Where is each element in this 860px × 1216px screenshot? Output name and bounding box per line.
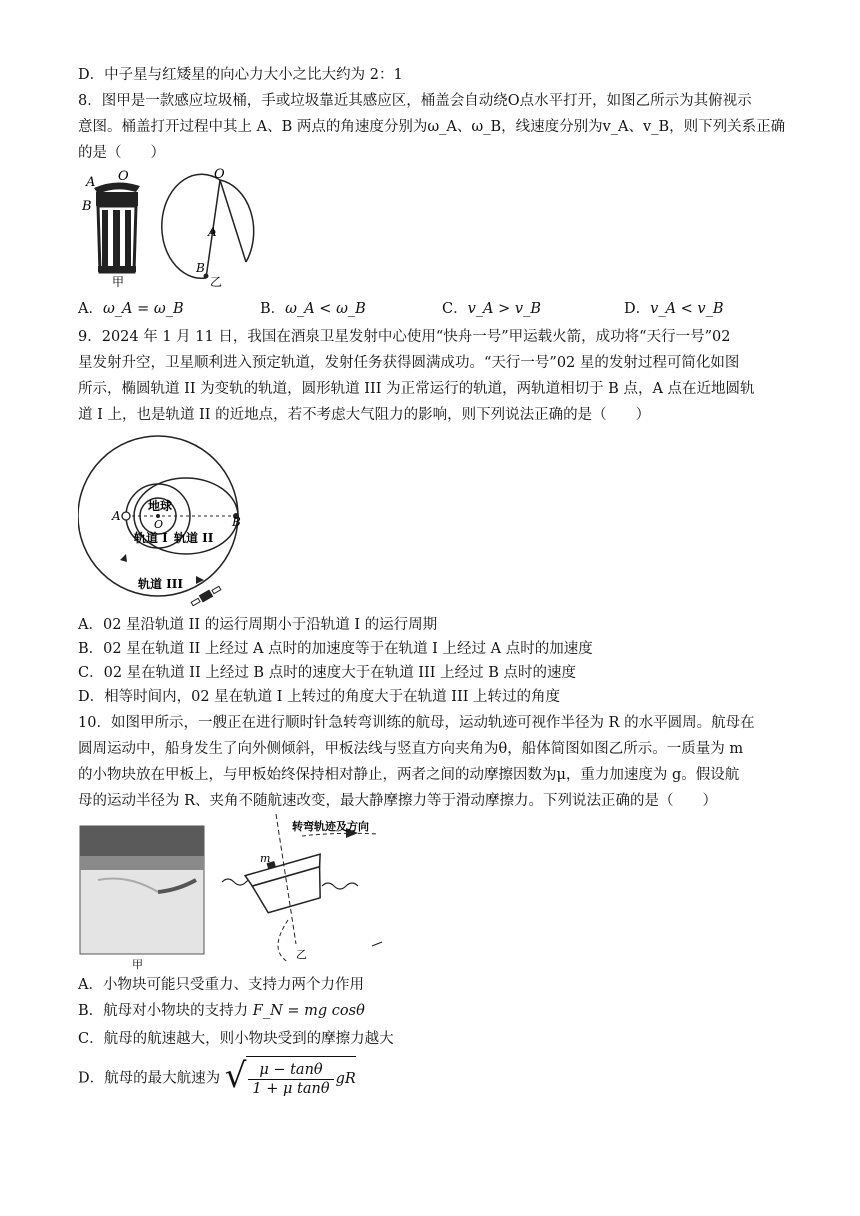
trash-can-drawing	[94, 182, 140, 272]
q9-option-a: A．02 星沿轨道 II 的运行周期小于沿轨道 I 的运行周期	[78, 617, 438, 633]
carrier-photo	[80, 826, 204, 954]
q9-orbit-figure	[78, 428, 258, 608]
fig-label-a2: A	[208, 225, 217, 239]
fig-label-b: B	[82, 199, 92, 214]
q10-option-b: B．航母对小物块的支持力 F_N = mg cosθ	[78, 1003, 365, 1019]
max-speed-formula: √ $\frac{\mu - \tan\theta}{\text{1 + μ tanθ}}$ gR	[225, 1056, 356, 1101]
q10-stem-line1: 10．如图甲所示，一艘正在进行顺时针急转弯训练的航母，运动轨迹可视作半径为 R 的水平圆周。航母在	[78, 715, 755, 731]
q7-option-d: D．中子星与红矮星的向心力大小之比大约为 2：1	[78, 67, 403, 83]
q9-option-d: D．相等时间内，02 星在轨道 I 上转过的角度大于在轨道 III 上转过的角度	[78, 689, 561, 705]
q9-option-b: B．02 星在轨道 II 上经过 A 点时的加速度等于在轨道 I 上经过 A 点时的加速度	[78, 641, 593, 657]
orbit-2-label: 轨道 II	[174, 531, 214, 545]
q8-stem-line2: 意图。桶盖打开过程中其上 A、B 两点的角速度分别为ω_A、ω_B，线速度分别为v_A、v_B，则下列关系正确	[78, 119, 786, 135]
q8-stem-line1: 8．图甲是一款感应垃圾桶，手或垃圾靠近其感应区，桶盖会自动绕O点水平打开，如图乙所示为其俯视示	[78, 93, 752, 109]
hull-sketch	[222, 814, 382, 962]
earth-label: 地球	[148, 499, 173, 513]
q9-stem-line3: 所示，椭圆轨道 II 为变轨的轨道，圆形轨道 III 为正常运行的轨道，两轨道相切于 B 点，A 点在近地圆轨	[78, 381, 755, 397]
satellite-icon	[190, 585, 222, 608]
q10-stem-line2: 圆周运动中，船身发生了向外侧倾斜，甲板法线与竖直方向夹角为θ，船体简图如图乙所示。一质量为 m	[78, 741, 744, 757]
q8-options	[78, 298, 778, 320]
q8-option-a: A．ω_A = ω_B	[78, 301, 184, 317]
q10-option-a: A．小物块可能只受重力、支持力两个力作用	[78, 977, 364, 993]
q8-stem-line3: 的是（ ）	[78, 145, 165, 161]
q10-figure	[78, 810, 398, 970]
fig-label-o2: O	[214, 167, 225, 182]
point-label-b: B	[232, 515, 241, 529]
fig-label-jia: 甲	[112, 275, 125, 289]
q8-option-c: C．v_A > v_B	[442, 301, 541, 317]
q10-option-c: C．航母的航速越大，则小物块受到的摩擦力越大	[78, 1031, 394, 1047]
q8-figure	[78, 166, 268, 290]
fig-label-o: O	[118, 169, 129, 184]
sketch-label-yi: 乙	[296, 948, 307, 961]
q10-option-d: D．航母的最大航速为 √ $\frac{\mu - \tan\theta}{\text{1 + μ tanθ}}$ gR	[78, 1056, 356, 1101]
q9-option-c: C．02 星在轨道 II 上经过 B 点时的速度大于在轨道 III 上经过 B 点时的速度	[78, 665, 576, 681]
point-label-a: A	[112, 509, 121, 523]
q10-stem-line3: 的小物块放在甲板上，与甲板始终保持相对静止，两者之间的动摩擦因数为μ，重力加速度为 g。假设航	[78, 767, 740, 783]
q9-stem-line4: 道 I 上，也是轨道 II 的近地点，若不考虑大气阻力的影响，则下列说法正确的是（ ）	[78, 407, 651, 423]
turn-direction-label: 转弯轨迹及方向	[292, 820, 369, 833]
q9-stem-line1: 9．2024 年 1 月 11 日，我国在酒泉卫星发射中心使用“快舟一号”甲运载火箭，成功将“天行一号”02	[78, 329, 731, 345]
mass-label-m: m	[260, 852, 271, 865]
fig-label-b2: B	[196, 261, 205, 275]
center-label-o: O	[154, 518, 164, 531]
fig-label-a: A	[86, 175, 96, 190]
orbit-3-label: 轨道 III	[138, 577, 184, 591]
q8-option-b: B．ω_A < ω_B	[260, 301, 366, 317]
photo-label-jia: 甲	[132, 958, 143, 970]
q8-option-d: D．v_A < v_B	[624, 301, 724, 317]
q10-stem-line4: 母的运动半径为 R、夹角不随航速改变，最大静摩擦力等于滑动摩擦力。下列说法正确的是（ ）	[78, 793, 718, 809]
orbit-1-label: 轨道 I	[134, 531, 168, 545]
q9-stem-line2: 星发射升空，卫星顺利进入预定轨道，发射任务获得圆满成功。“天行一号”02 星的发射过程可简化如图	[78, 355, 740, 371]
fig-label-yi: 乙	[210, 275, 223, 289]
